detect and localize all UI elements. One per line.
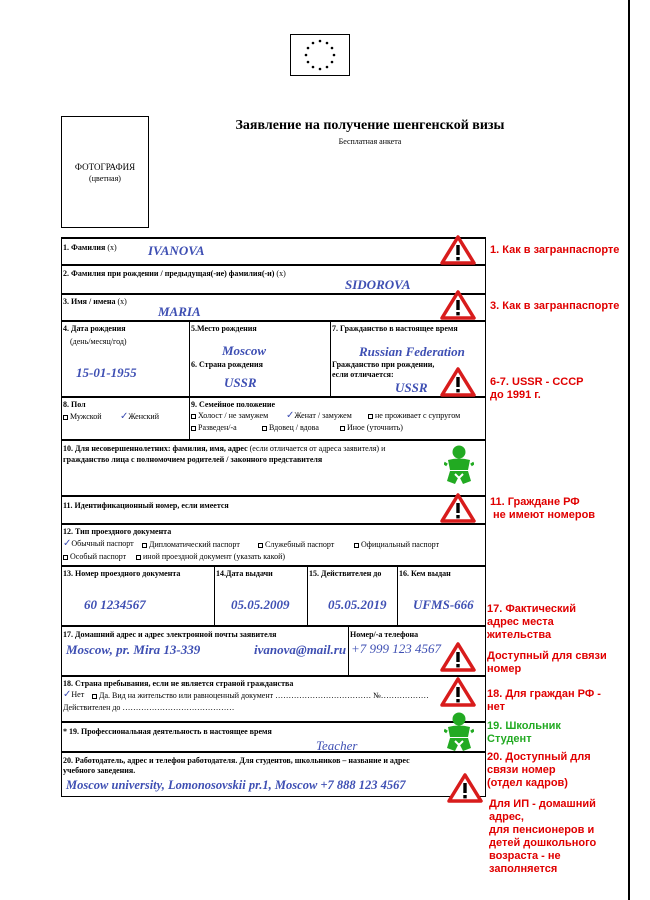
photo-sublabel: (цветная) xyxy=(89,173,121,183)
field-11-id-number[interactable] xyxy=(61,496,486,524)
checkmark-icon: ✓ xyxy=(286,410,295,421)
field-15-valid-until[interactable] xyxy=(307,566,398,626)
occupation-value: Teacher xyxy=(316,738,358,753)
issued-by-value: UFMS-666 xyxy=(413,597,474,612)
nationality-value: Russian Federation xyxy=(359,344,465,359)
field-3-label: 3. Имя / имена xyxy=(63,297,116,306)
sex-male-option[interactable]: Мужской xyxy=(63,412,102,422)
birth-surname-value: SIDOROVA xyxy=(345,277,411,292)
doc-number-value: 60 1234567 xyxy=(84,597,146,612)
doc-official-option[interactable]: Официальный паспорт xyxy=(354,540,439,550)
field-17b-label: Номер/-а телефона xyxy=(350,630,419,639)
field-12-label: 12. Тип проездного документа xyxy=(63,527,172,536)
note-20-extra: Для ИП - домашний адрес, для пенсионеров и детей дошкольного возраста - не заполняется xyxy=(489,798,597,875)
field-4-label: 4. Дата рождения xyxy=(63,324,126,333)
marital-separated-option[interactable]: не проживает с супругом xyxy=(368,411,460,421)
birth-country-value: USSR xyxy=(224,375,257,390)
field-20-employer[interactable]: 20. Работодатель, адрес и телефон работодателя. Для студентов, школьников – название и адрес учебного заведения. Moscow university, Lomonosovskii pr.1, Moscow +7 888 123 4567 xyxy=(61,752,486,797)
warning-icon xyxy=(440,367,476,397)
field-15-label: 15. Действителен до xyxy=(309,569,382,578)
checkmark-icon: ✓ xyxy=(63,689,72,700)
child-icon xyxy=(444,711,474,755)
field-1-surname[interactable]: 1. Фамилия (x) IVANOVA xyxy=(61,237,486,265)
note-20: 20. Доступный для связи номер (отдел кадров) xyxy=(487,751,591,789)
note-6-7: 6-7. USSR - СССР до 1991 г. xyxy=(490,376,584,401)
issue-date-value: 05.05.2009 xyxy=(231,597,290,612)
field-1-label: 1. Фамилия xyxy=(63,243,106,252)
warning-icon xyxy=(440,493,476,523)
field-3-first-name[interactable]: 3. Имя / имена (x) MARIA xyxy=(61,294,486,321)
field-17-label: 17. Домашний адрес и адрес электронной почты заявителя xyxy=(63,630,277,639)
phone-value: +7 999 123 4567 xyxy=(351,641,442,656)
note-11: 11. Граждане РФ не имеют номеров xyxy=(490,496,596,521)
residence-no-option[interactable]: ✓Нет xyxy=(63,689,85,700)
field-8-sex[interactable] xyxy=(61,397,190,440)
page-right-border xyxy=(628,0,630,900)
field-11-label: 11. Идентификационный номер, если имеется xyxy=(63,501,229,510)
warning-icon xyxy=(440,677,476,707)
field-10-label: 10. Для несовершеннолетних: фамилия, имя, адрес xyxy=(63,444,248,453)
field-9-label: 9. Семейное положение xyxy=(191,400,276,409)
field-12-document-type[interactable] xyxy=(61,524,486,566)
field-8-label: 8. Пол xyxy=(63,400,86,409)
note-18: 18. Для граждан РФ - нет xyxy=(487,688,601,713)
valid-until-value: 05.05.2019 xyxy=(328,597,387,612)
field-7-label: 7. Гражданство в настоящее время xyxy=(332,324,458,333)
field-13-doc-number[interactable] xyxy=(61,566,215,626)
field-9-marital-status[interactable] xyxy=(189,397,486,440)
field-20-label: 20. Работодатель, адрес и телефон работодателя. Для студентов, школьников – название и адрес xyxy=(63,756,410,765)
birth-date-value: 15-01-1955 xyxy=(76,365,137,380)
checkmark-icon: ✓ xyxy=(120,411,129,422)
warning-icon xyxy=(440,235,476,265)
checkmark-icon: ✓ xyxy=(63,538,72,549)
sex-female-option[interactable]: ✓Женский xyxy=(120,411,159,422)
note-17: 17. Фактический адрес места жительства Доступный для связи номер xyxy=(487,603,607,675)
field-5-6-birth-place[interactable] xyxy=(189,321,331,397)
field-2-label: 2. Фамилия при рождении / предыдущая(-ие) фамилия(-и) xyxy=(63,269,275,278)
field-17-home-address[interactable] xyxy=(61,626,349,676)
field-16-label: 16. Кем выдан xyxy=(399,569,451,578)
doc-diplomatic-option[interactable]: Дипломатический паспорт xyxy=(142,540,240,550)
doc-other-option[interactable]: иной проездной документ (указать какой) xyxy=(136,552,285,562)
marital-single-option[interactable]: Холост / не замужем xyxy=(191,411,268,421)
employer-value: Moscow university, Lomonosovskii pr.1, Moscow +7 888 123 4567 xyxy=(66,778,406,792)
field-2-birth-surname[interactable]: 2. Фамилия при рождении / предыдущая(-ие) фамилия(-и) (x) SIDOROVA xyxy=(61,265,486,294)
field-19-label: * 19. Профессиональная деятельность в настоящее время xyxy=(63,727,272,736)
birth-place-value: Moscow xyxy=(222,343,267,358)
field-4-birth-date[interactable] xyxy=(61,321,190,397)
form-title: Заявление на получение шенгенской визы xyxy=(235,118,505,133)
child-icon xyxy=(444,444,474,488)
note-1: 1. Как в загранпаспорте xyxy=(490,244,620,256)
note-3: 3. Как в загранпаспорте xyxy=(490,300,620,312)
field-4-hint: (день/месяц/год) xyxy=(70,337,127,346)
birth-nationality-value: USSR xyxy=(395,380,428,395)
field-10-guardian[interactable]: 10. Для несовершеннолетних: фамилия, имя, адрес (если отличается от адреса заявителя) и гражданство лица с полномочием родителей / законного представителя xyxy=(61,440,486,496)
field-18-label: 18. Страна пребывания, если не является страной гражданства xyxy=(63,679,294,688)
field-7b-label: Гражданство при рождении, если отличается: xyxy=(332,360,435,379)
field-5-label: 5.Место рождения xyxy=(191,324,257,333)
note-19: 19. Школьник Студент xyxy=(487,720,561,745)
warning-icon xyxy=(447,773,483,803)
surname-value: IVANOVA xyxy=(148,243,205,258)
home-address-value: Moscow, pr. Mira 13-339 xyxy=(66,642,201,657)
field-18-residence[interactable] xyxy=(61,676,486,722)
eu-flag-icon xyxy=(290,34,350,76)
field-14-label: 14.Дата выдачи xyxy=(216,569,273,578)
field-16-issued-by[interactable] xyxy=(397,566,486,626)
doc-ordinary-option[interactable]: ✓Обычный паспорт xyxy=(63,538,134,549)
photo-placeholder xyxy=(61,116,149,228)
marital-widowed-option[interactable]: Вдовец / вдова xyxy=(262,423,319,433)
field-14-issue-date[interactable] xyxy=(214,566,308,626)
residence-yes-option[interactable]: Да. Вид на жительство или равноценный документ ……………………………… №……………… xyxy=(92,691,429,701)
field-13-label: 13. Номер проездного документа xyxy=(63,569,181,578)
residence-valid-until: Действителен до …………………………………… xyxy=(63,703,235,712)
field-6-label: 6. Страна рождения xyxy=(191,360,263,369)
warning-icon xyxy=(440,642,476,672)
first-name-value: MARIA xyxy=(158,304,201,319)
marital-other-option[interactable]: Иное (уточнить) xyxy=(340,423,403,433)
marital-married-option[interactable]: ✓Женат / замужем xyxy=(286,410,352,421)
doc-service-option[interactable]: Служебный паспорт xyxy=(258,540,334,550)
form-subtitle: Бесплатная анкета xyxy=(338,137,402,146)
marital-divorced-option[interactable]: Разведен/-а xyxy=(191,423,237,433)
doc-special-option[interactable]: Особый паспорт xyxy=(63,552,126,562)
email-value: ivanova@mail.ru xyxy=(254,642,347,657)
photo-label: ФОТОГРАФИЯ xyxy=(74,161,136,172)
warning-icon xyxy=(440,290,476,320)
field-19-occupation[interactable] xyxy=(61,722,486,752)
